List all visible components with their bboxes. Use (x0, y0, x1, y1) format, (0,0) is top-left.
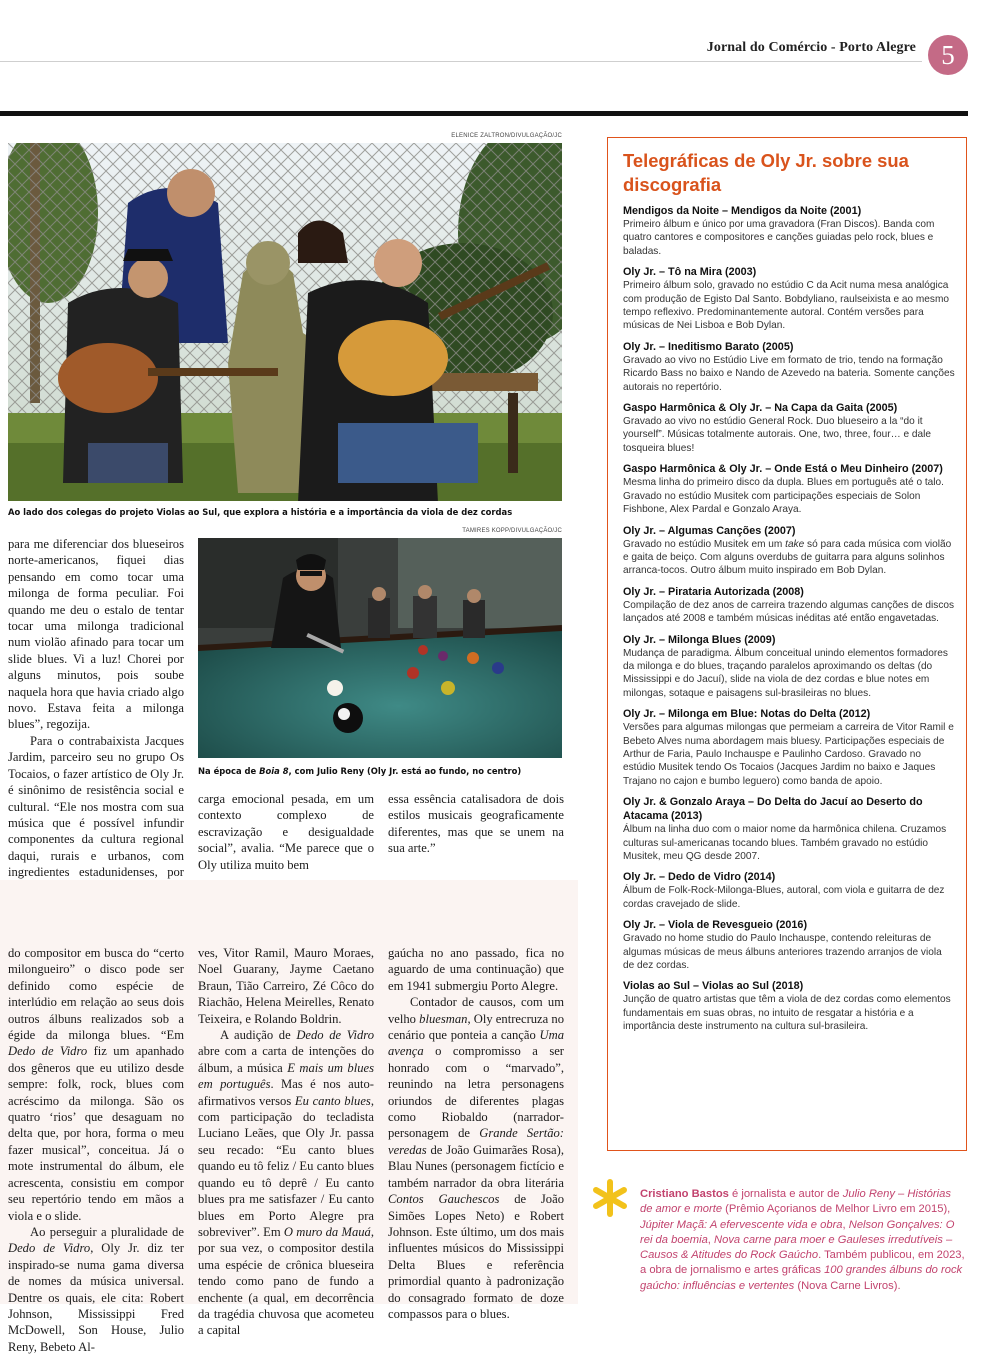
text-run: o compromisso a ser honrado com o “marvado”, reunindo na letra personagens oriundos de diferentes plagas como Riobaldo (narrador-personagem de (388, 1044, 564, 1141)
entry-body: Primeiro álbum e único por uma gravadora (Fran Discos). Banda com quatro cantores e compositores e canções guiadas pelo rock, blues e baladas. (623, 219, 935, 257)
text-run: Contador de causos, com um velho (388, 995, 564, 1026)
text-run: de João Simões Lopes Neto) e Robert Johnson. Este último, um dos mais influentes músicos do Mississippi Delta Blues e referência primordial quanto à padronização do consagrado formato de doze compassos para o blues. (388, 1192, 564, 1321)
author-name: Cristiano Bastos (640, 1188, 729, 1200)
masthead: Jornal do Comércio - Porto Alegre (706, 40, 916, 55)
band-photo-illustration (8, 143, 562, 501)
book-title: 100 grandes álbuns do rock gaúcho: influências e vertentes (640, 1264, 963, 1292)
text-run: só para cada música com violão e gaita de beiço. Com alguns overdubs de guitarra para alguns solinhos arranca-tocos. Outro álbum muito inspirado em Bob Dylan. (623, 538, 952, 577)
text-run: , Oly entrecruza no cenário que ponteia a canção (388, 1011, 564, 1043)
paragraph (388, 994, 564, 1322)
paragraph (198, 1027, 374, 1339)
header-rule (0, 61, 922, 62)
caption-2-post: , com Julio Reny (Oly Jr. está ao fundo, no centro) (288, 766, 522, 776)
paragraph: essa essência catalisadora de dois estilos musicais geograficamente diferentes, mas que se unem na sua arte.” (388, 792, 564, 856)
text-run: Gravado no estúdio Musitek em um (623, 538, 786, 550)
article-column-3-upper (388, 791, 564, 857)
text-run: (Prêmio Açorianos de Melhor Livro em 2015), (722, 1203, 951, 1216)
entry-body: Álbum de Folk-Rock-Milonga-Blues, autoral, com viola e guitarra de dez cordas cravejado de slide. (623, 885, 945, 910)
text-run: , Oly Jr. diz ter inspirado-se numa gama diversa de nomes da música universal. Dentre os quais, ele cita: Robert Johnson, Mississippi Fred McDowell, Son House, Julio Reny, Bebeto Al- (8, 1241, 184, 1354)
paragraph: ves, Vitor Ramil, Mauro Moraes, Noel Guarany, Jayme Caetano Braun, Tião Carreiro, Zé Côco do Riachão, Helena Meirelles, Renato Teixeira, e Rolando Boldrin. (198, 946, 374, 1026)
discography-entry (623, 204, 955, 258)
photo-caption: Ao lado dos colegas do projeto Violas ao Sul, que explora a história e a importância da viola de dez cordas (8, 507, 513, 517)
entry-title: Oly Jr. & Gonzalo Araya – Do Delta do Jacuí ao Deserto do Atacama (2013) (623, 796, 923, 823)
paragraph (8, 945, 184, 1224)
discography-entry (623, 524, 955, 578)
text-run: é jornalista e autor de (728, 1188, 843, 1200)
discography-entry (623, 979, 955, 1033)
sidebar-title: Telegráficas de Oly Jr. sobre sua discografia (623, 150, 909, 195)
entry-title: Oly Jr. – Algumas Canções (2007) (623, 524, 796, 537)
text-run: , com participação do tecladista Luciano Leães, que Oly Jr. passa seu recado: “Eu canto blues quando eu tô feliz / Eu canto blues quando eu tô deprê / Eu canto blues pra me satisfazer / Eu canto blues em Porto Alegre pra sobreviver”. Em (198, 1093, 374, 1239)
photo-caption-2 (198, 765, 568, 777)
text-run: de João Guimarães Rosa), Blau Nunes (personagem fictício e também narrador da obra literária (388, 1142, 564, 1190)
entry-body: Versões para algumas milongas que permeiam a carreira de Vitor Ramil e Bebeto Alves numa abordagem mais bluesy. Participações especiais de Arthur de Faria, Paulo Inchauspe e Paulinho Cardoso. Gravado no estúdio Musitek tendo Os Tocaios (Jacques Jardim no baixo e Jaques Trajano no cajon e bumbo leguero) como banda de apoio. (623, 722, 954, 787)
entry-body: Mesma linha do primeiro disco da dupla. Blues em português até o talo. Gravado no estúdio Musitek com participações especiais de Solon Fishbone, Alex Pardal e Gonzalo Araya. (623, 477, 944, 516)
entry-title: Oly Jr. – Pirataria Autorizada (2008) (623, 585, 804, 598)
author-bio (640, 1187, 966, 1294)
band-photo (8, 143, 562, 501)
entry-title: Oly Jr. – Dedo de Vidro (2014) (623, 871, 776, 884)
paragraph: carga emocional pesada, em um contexto complexo de escravização e desigualdade social”, avalia. “Me parece que o Oly utiliza muito bem (198, 792, 374, 872)
song-title: Eu canto blues (294, 1093, 371, 1108)
text-run: , (842, 1218, 849, 1231)
entry-title: Oly Jr. – Tô na Mira (2003) (623, 266, 757, 279)
text-run: (Nova Carne Livros). (794, 1279, 901, 1292)
entry-title: Violas ao Sul – Violas ao Sul (2018) (623, 980, 804, 993)
text-run: do compositor em busca do “certo milongueiro” o disco pode ser definido como espécie de interlúdio em relação ao seus dois outros álbuns realizados sob a égide da milonga blues. “Em (8, 946, 184, 1043)
book-title: Contos Gauchescos (388, 1192, 500, 1207)
discography-entry (623, 870, 955, 911)
discography-entry (623, 265, 955, 333)
term: bluesman (419, 1011, 468, 1026)
entry-title: Mendigos da Noite – Mendigos da Noite (2001) (623, 205, 862, 217)
asterisk-icon (590, 1178, 630, 1218)
text-run: A audição de (220, 1028, 297, 1043)
paragraph: Para o contrabaixista Jacques Jardim, parceiro seu no grupo Os Tocaios, o fazer artístico de Oly Jr. é sinônimo de resistência social e cultural. “Ele nos mostra com sua música que é possível infundir componentes da cultura regional daqui, rurais e urbanos, com ingredientes estadunidenses, por (8, 733, 184, 880)
text-run: . Também publicou, em 2023, a obra de jornalismo e artes gráficas (640, 1249, 965, 1277)
text-run: , (707, 1233, 715, 1246)
book-title: Julio Reny – Histórias de amor e morte (640, 1188, 951, 1216)
song-title: O muro da Mauá (283, 1224, 371, 1239)
discography-entry (623, 918, 955, 972)
pool-photo-illustration (198, 538, 562, 758)
article-column-1-lower (8, 945, 184, 1355)
entry-body: Gravado ao vivo no Estúdio Live em formato de trio, tendo na formação Ricardo Bass no baixo e Nando de Azevedo na bateria. Somente canções autorais no repertório. (623, 354, 955, 393)
pool-photo (198, 538, 562, 758)
entry-title: Oly Jr. – Milonga em Blue: Notas do Delta (2012) (623, 708, 871, 721)
song-title: E mais um blues em português (198, 1060, 374, 1092)
discography-entry (623, 462, 955, 516)
entry-title: Oly Jr. – Milonga Blues (2009) (623, 633, 776, 646)
article-column-2-lower (198, 945, 374, 1339)
text-run: abre com a carta de intenções do álbum, a música (198, 1044, 374, 1075)
text-run: fiz um apanhado dos gêneros que eu utilizo desde sempre: folk, rock, blues com acréscimo da milonga. São os quatro ‘rios’ que desaguam no delta que, por hora, forma o meu fazer musical”, conceitua. Já o mote instrumental do álbum, ele acrescenta, consistiu em compor seu repertório tendo em mãos a viola e o slide. (8, 1044, 184, 1223)
page-number-badge: 5 (928, 35, 968, 75)
book-title: Júpiter Maçã: A efervescente vida e obra (640, 1218, 843, 1231)
caption-2-title: Boia 8 (259, 766, 289, 776)
photo-credit-2: TAMIRES KOPP/DIVULGAÇÃO/JC (462, 528, 562, 534)
book-title: Grande Sertão: veredas (388, 1126, 565, 1157)
entry-body: Álbum na linha duo com o maior nome da harmônica chilena. Cruzamos culturas sul-americanas tocando blues. Também gravado no estúdio Musitek, meu QG desde 2007. (623, 824, 947, 862)
discography-list (623, 204, 955, 1041)
entry-body: Compilação de dez anos de carreira trazendo algumas canções de discos lançados até 2008 e também músicas inéditas até então engavetadas. (623, 599, 955, 625)
album-title: Dedo de Vidro (296, 1028, 375, 1043)
photo-credit: ELENICE ZALTRON/DIVULGAÇÃO/JC (451, 133, 562, 139)
discography-entry (623, 585, 955, 626)
book-title: Nelson Gonçalves: O rei da boemia (640, 1218, 955, 1246)
discography-entry (623, 633, 955, 701)
discography-entry (623, 401, 955, 455)
entry-body: Junção de quatro artistas que têm a viola de dez cordas como elementos fundamentais em suas obras, no intuito de resgatar a história e a importância deste instrumento na cultura sul-brasileira. (623, 994, 951, 1033)
article-column-1-upper (8, 536, 184, 913)
article-column-2-upper (198, 791, 374, 873)
discography-entry (623, 707, 955, 788)
entry-body: Mudança de paradigma. Álbum conceitual unindo elementos formadores da milonga e do blues, traçando paralelos aproximando os deltas (do Mississippi e do Jacuí), slide na viola de dez cordas e blue notes em milongas, sotaque e paisagens sul-brasileiras no blues. (623, 647, 948, 699)
paragraph (8, 1224, 184, 1355)
asterisk-glyph (590, 1178, 630, 1218)
text-run: , por sua vez, o compositor destila uma espécie de crônica blueseira tendo como pano de fundo a enchente (a qual, em decorrência da tragédia chuvosa que acometeu a capital (198, 1224, 374, 1338)
term: take (785, 538, 805, 550)
entry-title: Oly Jr. – Viola de Revesgueio (2016) (623, 919, 808, 932)
discography-entry (623, 795, 955, 863)
song-title: Uma avença (388, 1028, 564, 1059)
entry-title: Gaspo Harmônica & Oly Jr. – Na Capa da Gaita (2005) (623, 402, 898, 415)
text-run: . Mas é nos auto-afirmativos versos (198, 1077, 374, 1108)
section-rule (0, 111, 968, 116)
entry-title: Oly Jr. – Ineditismo Barato (2005) (623, 340, 794, 353)
article-column-3-lower (388, 945, 564, 1322)
caption-2-pre: Na época de (198, 766, 260, 776)
entry-body: Gravado no home studio do Paulo Inchauspe, contendo releituras de algumas músicas de meus álbuns anteriores trazendo arranjos de viola de dez cordas. (623, 933, 942, 972)
entry-body: Primeiro álbum solo, gravado no estúdio C da Acit numa mesa analógica com produção de Egisto Dal Santo. Bobdyliano, raulseixista e ao mesmo tempo reflexivo. Predominantemente autoral. Contém versões para músicas de Nei Lisboa e Bob Dylan. (623, 280, 949, 332)
text-run: Ao perseguir a pluralidade de (30, 1224, 184, 1239)
entry-body (623, 538, 955, 578)
discography-entry (623, 340, 955, 394)
paragraph: gaúcha no ano passado, fica no aguardo de uma continuação) que em 1941 submergiu Porto Alegre. (388, 946, 564, 993)
entry-title: Gaspo Harmônica & Oly Jr. – Onde Está o Meu Dinheiro (2007) (623, 463, 943, 476)
paragraph: para me diferenciar dos blueseiros norte-americanos, fiquei dias pensando em como tocar uma milonga de forma peculiar. Foi quando me deu o estalo de tentar tocar uma milonga tradicional num violão afinado para tocar um slide blues. Vi a luz! Chorei por alguns minutos, pois soube naquela hora que havia criado algo novo. Estava feita a milonga blues”, regozija. (8, 537, 184, 732)
album-title: Dedo de Vidro (8, 1044, 88, 1059)
book-title: Nova carne para moer e Gauleses irredutíveis – Causos & Atitudes do Rock Gaúcho (640, 1233, 953, 1262)
entry-body: Gravado ao vivo no estúdio General Rock. Duo blueseiro a la “do it yourself”. Músicas totalmente autorais. One, two, three, four… e dale tosqueira blues! (623, 416, 932, 454)
album-title: Dedo de Vidro (8, 1241, 91, 1256)
